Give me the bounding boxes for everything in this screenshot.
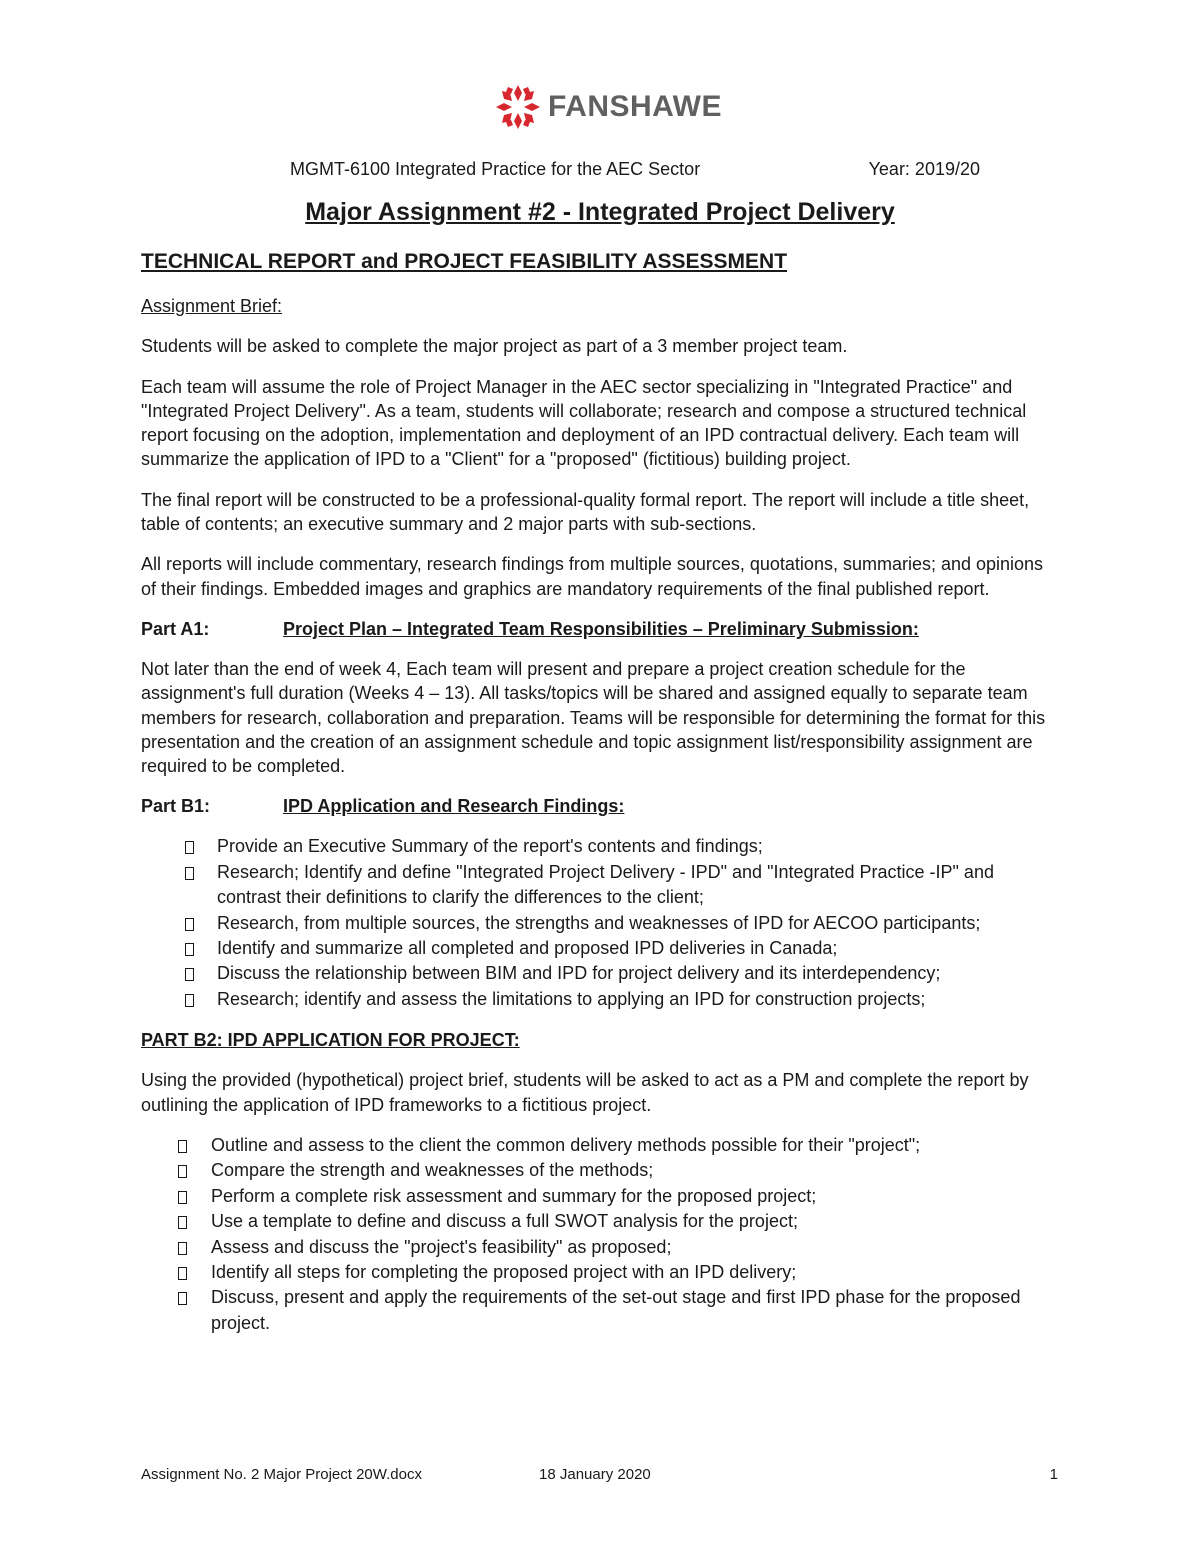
list-item-text: Assess and discuss the "project's feasibility" as proposed; [211, 1236, 672, 1257]
document-subtitle: TECHNICAL REPORT and PROJECT FEASIBILITY ASSESSMENT [141, 250, 788, 273]
list-item [141, 834, 1061, 859]
checkbox-bullet-icon [178, 1292, 187, 1305]
list-item-text: Provide an Executive Summary of the report's contents and findings; [217, 836, 763, 857]
checkbox-bullet-icon [178, 1191, 187, 1204]
list-item [141, 1209, 1061, 1234]
list-item-text: Identify and summarize all completed and proposed IPD deliveries in Canada; [217, 938, 838, 959]
part-b1-heading [141, 794, 1061, 818]
list-item-text: Discuss the relationship between BIM and IPD for project delivery and its interdependency; [217, 963, 941, 984]
page-number: 1 [1049, 1466, 1058, 1483]
list-item-text: Use a template to define and discuss a full SWOT analysis for the project; [211, 1211, 798, 1232]
list-item-text: Outline and assess to the client the common delivery methods possible for their "project"; [211, 1134, 921, 1155]
part-b1-list [141, 834, 1061, 1012]
part-b1-title: IPD Application and Research Findings: [283, 796, 625, 817]
checkbox-bullet-icon [185, 943, 194, 956]
document-title: Major Assignment #2 - Integrated Project Delivery [305, 198, 895, 226]
list-item-text: Perform a complete risk assessment and summary for the proposed project; [211, 1185, 817, 1206]
list-item [141, 1260, 1061, 1285]
list-item-text: Research; Identify and define "Integrated Project Delivery - IPD" and "Integrated Practice -IP" and contrast their definitions to clarify the differences to the client; [217, 861, 994, 908]
list-item [141, 1158, 1061, 1183]
list-item [141, 860, 1061, 911]
checkbox-bullet-icon [178, 1267, 187, 1280]
footer-date: 18 January 2020 [539, 1466, 651, 1483]
part-a1-heading [141, 617, 1061, 641]
course-name: MGMT-6100 Integrated Practice for the AEC Sector [290, 159, 701, 179]
fanshawe-logo [494, 82, 722, 132]
document-body [141, 294, 1061, 1352]
list-item-text: Research, from multiple sources, the strengths and weaknesses of IPD for AECOO participants; [217, 912, 981, 933]
list-item-text: Research; identify and assess the limitations to applying an IPD for construction projects; [217, 988, 926, 1009]
part-b2-heading: PART B2: IPD APPLICATION FOR PROJECT: [141, 1030, 520, 1051]
list-item [141, 936, 1061, 961]
list-item-text: Compare the strength and weaknesses of the methods; [211, 1160, 654, 1181]
checkbox-bullet-icon [185, 918, 194, 931]
logo-wordmark: FANSHAWE [548, 90, 723, 123]
paragraph: All reports will include commentary, research findings from multiple sources, quotations, summaries; and opinions of their findings. Embedded images and graphics are mandatory requirements of the final published report. [141, 554, 1044, 599]
footer-filename: Assignment No. 2 Major Project 20W.docx [141, 1466, 422, 1483]
part-a1-title: Project Plan – Integrated Team Responsibilities – Preliminary Submission: [283, 618, 919, 639]
list-item [141, 1285, 1061, 1336]
part-b2-list [141, 1133, 1061, 1336]
list-item-text: Identify all steps for completing the proposed project with an IPD delivery; [211, 1261, 797, 1282]
part-a1-tag: Part A1: [141, 618, 210, 639]
list-item [141, 1133, 1061, 1158]
checkbox-bullet-icon [185, 841, 194, 854]
checkbox-bullet-icon [178, 1165, 187, 1178]
list-item [141, 961, 1061, 986]
checkbox-bullet-icon [178, 1242, 187, 1255]
academic-year: Year: 2019/20 [868, 159, 980, 179]
checkbox-bullet-icon [178, 1216, 187, 1229]
checkbox-bullet-icon [178, 1140, 187, 1153]
list-item-text: Discuss, present and apply the requirements of the set-out stage and first IPD phase for the proposed project. [211, 1287, 1021, 1333]
list-item [141, 987, 1061, 1012]
paragraph: The final report will be constructed to be a professional-quality formal report. The report will include a title sheet, table of contents; an executive summary and 2 major parts with sub-sections. [141, 489, 1030, 535]
checkbox-bullet-icon [185, 968, 194, 981]
paragraph: Each team will assume the role of Project Manager in the AEC sector specializing in "Integrated Practice" and "Integrated Project Delivery". As a team, students will collaborate; research and compose a structured technical report focusing on the adoption, implementation and deployment of an IPD contractual delivery. Each team will summarize the application of IPD to a "Client" for a "proposed" (fictitious) building project. [141, 376, 1027, 470]
part-b1-tag: Part B1: [141, 796, 211, 817]
part-b2-text: Using the provided (hypothetical) project brief, students will be asked to act as a PM and complete the report by outlining the application of IPD frameworks to a fictitious project. [141, 1070, 1029, 1115]
list-item [141, 1184, 1061, 1209]
part-a1-text: Not later than the end of week 4, Each team will present and prepare a project creation schedule for the assignment's full duration (Weeks 4 – 13). All tasks/topics will be shared and assigned equally to separate team members for research, collaboration and preparation. Teams will be responsible for determining the format for this presentation and the creation of an assignment schedule and topic assignment list/responsibility assignment are required to be completed. [141, 658, 1046, 777]
paragraph: Students will be asked to complete the major project as part of a 3 member project team. [141, 336, 848, 357]
checkbox-bullet-icon [185, 867, 194, 880]
checkbox-bullet-icon [185, 994, 194, 1007]
list-item [141, 1235, 1061, 1260]
fanshawe-logo-mark-icon [494, 83, 542, 131]
list-item [141, 911, 1061, 936]
assignment-brief-label: Assignment Brief: [141, 296, 283, 316]
